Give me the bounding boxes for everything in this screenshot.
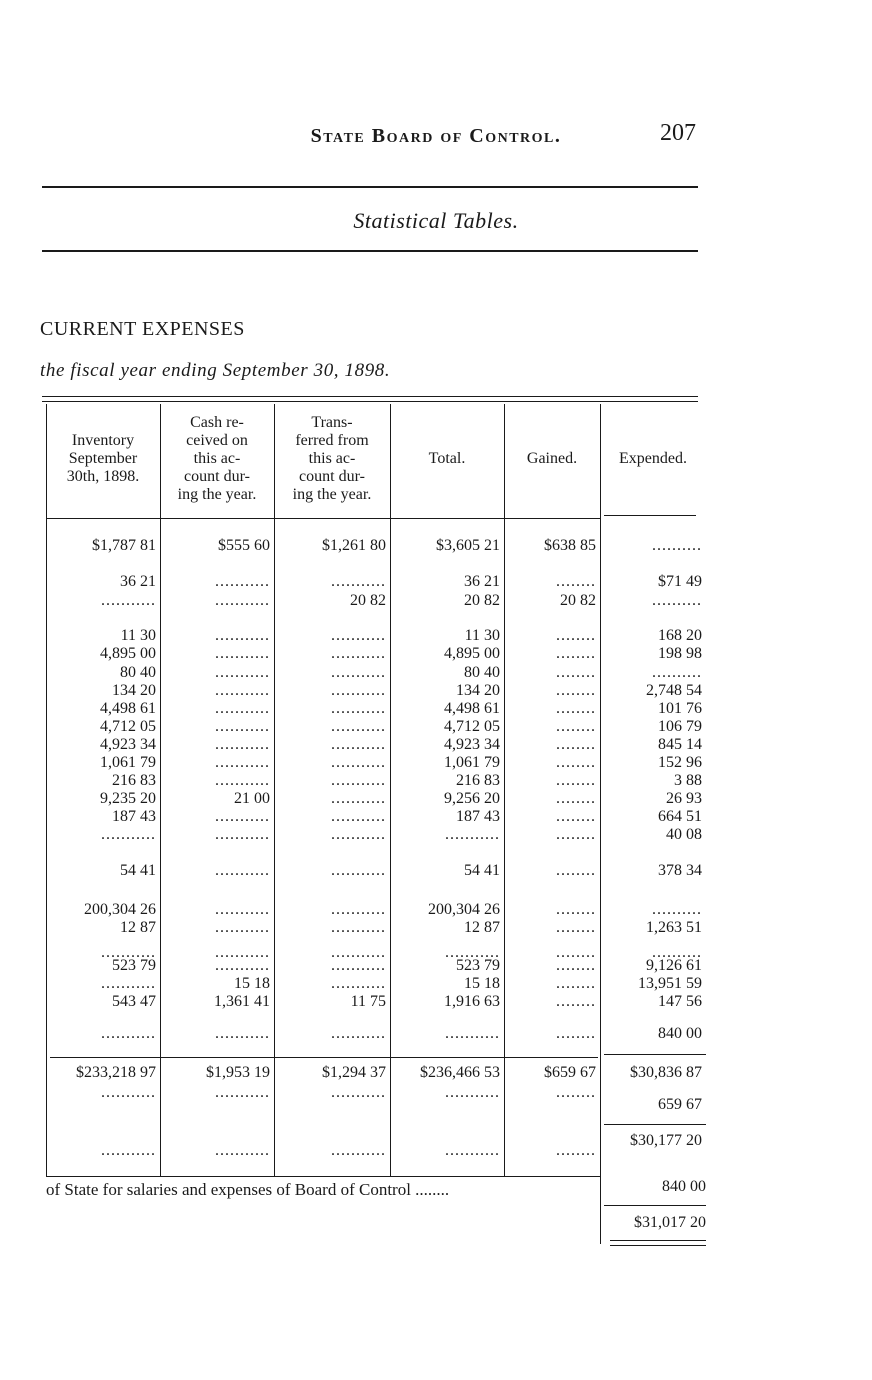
header-bottom-rule-expended	[604, 515, 696, 516]
net-leader-c5: ........	[556, 1142, 596, 1159]
cell-r23-c5: ........	[556, 1025, 596, 1042]
cell-r1-c1: $1,787 81	[92, 537, 156, 554]
cell-r1-c5: $638 85	[544, 537, 596, 554]
cell-r20-c5: ........	[556, 957, 596, 974]
total-c6: $30,836 87	[630, 1064, 702, 1081]
cell-r18-c3: ...........	[331, 919, 386, 936]
cell-r16-c2: ...........	[215, 862, 270, 879]
cell-r18-c4: 12 87	[464, 919, 500, 936]
cell-r14-c2: ...........	[215, 808, 270, 825]
column-header-line: count dur-	[299, 468, 365, 485]
cell-r8-c2: ...........	[215, 700, 270, 717]
cell-r10-c1: 4,923 34	[100, 736, 156, 753]
cell-r12-c6: 3 88	[674, 772, 702, 789]
column-header-5	[504, 450, 600, 468]
cell-r21-c6: 13,951 59	[638, 975, 702, 992]
net-expended: $30,177 20	[630, 1132, 702, 1149]
cell-r14-c4: 187 43	[456, 808, 500, 825]
cell-r1-c2: $555 60	[218, 537, 270, 554]
cell-r3-c4: 20 82	[464, 592, 500, 609]
cell-r5-c2: ...........	[215, 645, 270, 662]
cell-r7-c5: ........	[556, 682, 596, 699]
totals-leader-c4: ...........	[445, 1084, 500, 1101]
cell-r18-c1: 12 87	[120, 919, 156, 936]
cell-r10-c6: 845 14	[658, 736, 702, 753]
cell-r22-c5: ........	[556, 993, 596, 1010]
cell-r7-c1: 134 20	[112, 682, 156, 699]
cell-r9-c1: 4,712 05	[100, 718, 156, 735]
column-header-1	[46, 432, 160, 486]
cell-r3-c1: ...........	[101, 592, 156, 609]
cell-r6-c3: ...........	[331, 664, 386, 681]
cell-r11-c2: ...........	[215, 754, 270, 771]
cell-r20-c1: 523 79	[112, 957, 156, 974]
cell-r9-c6: 106 79	[658, 718, 702, 735]
cell-r8-c1: 4,498 61	[100, 700, 156, 717]
cell-r3-c6: ..........	[652, 592, 702, 609]
net-leader-c1: ...........	[101, 1142, 156, 1159]
cell-r13-c4: 9,256 20	[444, 790, 500, 807]
totals-rule-expended	[604, 1054, 706, 1055]
cell-r7-c6: 2,748 54	[646, 682, 702, 699]
column-header-line: ing the year.	[177, 486, 257, 503]
cell-r14-c3: ...........	[331, 808, 386, 825]
grand-total-double-rule	[610, 1240, 706, 1246]
cell-r17-c6: ..........	[652, 901, 702, 918]
section-rule	[42, 250, 698, 252]
cell-r2-c2: ...........	[215, 573, 270, 590]
cell-r19-c2: ...........	[215, 944, 270, 961]
cell-r2-c4: 36 21	[464, 573, 500, 590]
table-top-rule	[42, 396, 698, 397]
cell-r5-c1: 4,895 00	[100, 645, 156, 662]
cell-r11-c1: 1,061 79	[100, 754, 156, 771]
cell-r13-c2: 21 00	[234, 790, 270, 807]
cell-r2-c6: $71 49	[658, 573, 702, 590]
cell-r22-c3: 11 75	[350, 993, 386, 1010]
cell-r17-c4: 200,304 26	[428, 901, 500, 918]
cell-r17-c2: ...........	[215, 901, 270, 918]
column-header-6	[600, 450, 706, 468]
totals-leader-c1: ...........	[101, 1084, 156, 1101]
cell-r18-c5: ........	[556, 919, 596, 936]
cell-r15-c6: 40 08	[666, 826, 702, 843]
cell-r3-c3: 20 82	[350, 592, 386, 609]
cell-r12-c5: ........	[556, 772, 596, 789]
table-top-rule-2	[42, 401, 698, 402]
less-gained: 659 67	[658, 1096, 702, 1113]
cell-r12-c3: ...........	[331, 772, 386, 789]
column-header-line: ferred from	[295, 432, 369, 449]
cell-r20-c2: ...........	[215, 957, 270, 974]
cell-r15-c1: ...........	[101, 826, 156, 843]
cell-r22-c6: 147 56	[658, 993, 702, 1010]
net-leader-c4: ...........	[445, 1142, 500, 1159]
cell-r6-c2: ...........	[215, 664, 270, 681]
cell-r18-c2: ...........	[215, 919, 270, 936]
cell-r20-c4: 523 79	[456, 957, 500, 974]
cell-r16-c5: ........	[556, 862, 596, 879]
cell-r1-c3: $1,261 80	[322, 537, 386, 554]
cell-r5-c3: ...........	[331, 645, 386, 662]
cell-r19-c4: ...........	[445, 944, 500, 961]
column-header-line: Total.	[428, 450, 466, 467]
cell-r6-c6: ..........	[652, 664, 702, 681]
cell-r9-c5: ........	[556, 718, 596, 735]
cell-r11-c4: 1,061 79	[444, 754, 500, 771]
cell-r13-c1: 9,235 20	[100, 790, 156, 807]
cell-r4-c3: ...........	[331, 627, 386, 644]
cell-r3-c5: 20 82	[560, 592, 596, 609]
cell-r19-c1: ...........	[101, 944, 156, 961]
cell-r3-c2: ...........	[215, 592, 270, 609]
cell-r6-c4: 80 40	[464, 664, 500, 681]
totals-leader-c3: ...........	[331, 1084, 386, 1101]
cell-r10-c2: ...........	[215, 736, 270, 753]
footer-amount: 840 00	[662, 1178, 706, 1195]
cell-r11-c6: 152 96	[658, 754, 702, 771]
cell-r12-c2: ...........	[215, 772, 270, 789]
cell-r21-c4: 15 18	[464, 975, 500, 992]
top-rule	[42, 186, 698, 188]
page-subheading: the fiscal year ending September 30, 1898.	[40, 360, 391, 381]
cell-r14-c1: 187 43	[112, 808, 156, 825]
cell-r18-c6: 1,263 51	[646, 919, 702, 936]
cell-r21-c1: ...........	[101, 975, 156, 992]
cell-r11-c5: ........	[556, 754, 596, 771]
totals-rule	[50, 1057, 598, 1058]
cell-r13-c6: 26 93	[666, 790, 702, 807]
cell-r2-c1: 36 21	[120, 573, 156, 590]
net-leader-c2: ...........	[215, 1142, 270, 1159]
cell-r16-c4: 54 41	[464, 862, 500, 879]
cell-r7-c2: ...........	[215, 682, 270, 699]
cell-r15-c2: ...........	[215, 826, 270, 843]
cell-r17-c3: ...........	[331, 901, 386, 918]
total-c4: $236,466 53	[420, 1064, 500, 1081]
column-header-line: ing the year.	[292, 486, 372, 503]
cell-r13-c5: ........	[556, 790, 596, 807]
cell-r23-c2: ...........	[215, 1025, 270, 1042]
cell-r1-c4: $3,605 21	[436, 537, 500, 554]
cell-r1-c6: ..........	[652, 537, 702, 554]
cell-r10-c4: 4,923 34	[444, 736, 500, 753]
column-header-line: Gained.	[526, 450, 578, 467]
totals-leader-c5: ........	[556, 1084, 596, 1101]
cell-r23-c4: ...........	[445, 1025, 500, 1042]
cell-r15-c5: ........	[556, 826, 596, 843]
page-heading: CURRENT EXPENSES	[40, 318, 245, 340]
cell-r5-c6: 198 98	[658, 645, 702, 662]
cell-r8-c5: ........	[556, 700, 596, 717]
cell-r13-c3: ...........	[331, 790, 386, 807]
cell-r9-c4: 4,712 05	[444, 718, 500, 735]
cell-r12-c4: 216 83	[456, 772, 500, 789]
column-header-2	[160, 414, 274, 504]
net-rule	[604, 1124, 706, 1125]
cell-r5-c4: 4,895 00	[444, 645, 500, 662]
cell-r15-c4: ...........	[445, 826, 500, 843]
cell-r16-c1: 54 41	[120, 862, 156, 879]
cell-r20-c3: ...........	[331, 957, 386, 974]
cell-r15-c3: ...........	[331, 826, 386, 843]
section-label: Statistical Tables.	[353, 208, 519, 233]
column-header-line: ceived on	[186, 432, 248, 449]
running-head: State Board of Control.	[310, 125, 562, 147]
footer-text: of State for salaries and expenses of Board of Control ........	[46, 1180, 450, 1199]
cell-r10-c5: ........	[556, 736, 596, 753]
cell-r19-c5: ........	[556, 944, 596, 961]
column-header-line: Expended.	[619, 450, 687, 467]
total-c5: $659 67	[544, 1064, 596, 1081]
cell-r21-c5: ........	[556, 975, 596, 992]
totals-leader-c2: ...........	[215, 1084, 270, 1101]
cell-r23-c6: 840 00	[658, 1025, 702, 1042]
column-header-line: Cash re-	[190, 414, 244, 431]
column-header-3	[274, 414, 390, 504]
cell-r20-c6: 9,126 61	[646, 957, 702, 974]
cell-r9-c2: ...........	[215, 718, 270, 735]
cell-r23-c1: ...........	[101, 1025, 156, 1042]
column-header-line: count dur-	[184, 468, 250, 485]
cell-r4-c1: 11 30	[120, 627, 156, 644]
cell-r8-c4: 4,498 61	[444, 700, 500, 717]
cell-r17-c1: 200,304 26	[84, 901, 156, 918]
cell-r4-c5: ........	[556, 627, 596, 644]
cell-r23-c3: ...........	[331, 1025, 386, 1042]
table-bottom-rule	[46, 1176, 600, 1177]
cell-r8-c6: 101 76	[658, 700, 702, 717]
column-header-line: this ac-	[193, 450, 241, 467]
net-leader-c3: ...........	[331, 1142, 386, 1159]
column-header-line: this ac-	[308, 450, 356, 467]
cell-r2-c3: ...........	[331, 573, 386, 590]
cell-r5-c5: ........	[556, 645, 596, 662]
cell-r17-c5: ........	[556, 901, 596, 918]
cell-r7-c3: ...........	[331, 682, 386, 699]
total-c1: $233,218 97	[76, 1064, 156, 1081]
cell-r19-c3: ...........	[331, 944, 386, 961]
cell-r21-c2: 15 18	[234, 975, 270, 992]
total-c2: $1,953 19	[206, 1064, 270, 1081]
footer-rule	[604, 1205, 706, 1206]
cell-r4-c2: ...........	[215, 627, 270, 644]
cell-r16-c6: 378 34	[658, 862, 702, 879]
cell-r19-c6: ..........	[652, 944, 702, 961]
cell-r22-c4: 1,916 63	[444, 993, 500, 1010]
cell-r14-c6: 664 51	[658, 808, 702, 825]
column-header-line: Trans-	[311, 414, 353, 431]
cell-r6-c1: 80 40	[120, 664, 156, 681]
cell-r11-c3: ...........	[331, 754, 386, 771]
column-header-line: 30th, 1898.	[66, 468, 140, 485]
cell-r12-c1: 216 83	[112, 772, 156, 789]
cell-r16-c3: ...........	[331, 862, 386, 879]
cell-r7-c4: 134 20	[456, 682, 500, 699]
cell-r21-c3: ...........	[331, 975, 386, 992]
column-header-line: Inventory	[71, 432, 135, 449]
cell-r22-c1: 543 47	[112, 993, 156, 1010]
page-number: 207	[660, 120, 696, 146]
cell-r8-c3: ...........	[331, 700, 386, 717]
cell-r9-c3: ...........	[331, 718, 386, 735]
cell-r10-c3: ...........	[331, 736, 386, 753]
column-header-4	[390, 450, 504, 468]
total-c3: $1,294 37	[322, 1064, 386, 1081]
header-bottom-rule	[46, 518, 600, 519]
cell-r4-c6: 168 20	[658, 627, 702, 644]
cell-r14-c5: ........	[556, 808, 596, 825]
cell-r4-c4: 11 30	[464, 627, 500, 644]
column-header-line: September	[68, 450, 138, 467]
cell-r22-c2: 1,361 41	[214, 993, 270, 1010]
cell-r2-c5: ........	[556, 573, 596, 590]
grand-total: $31,017 20	[634, 1214, 706, 1231]
cell-r6-c5: ........	[556, 664, 596, 681]
